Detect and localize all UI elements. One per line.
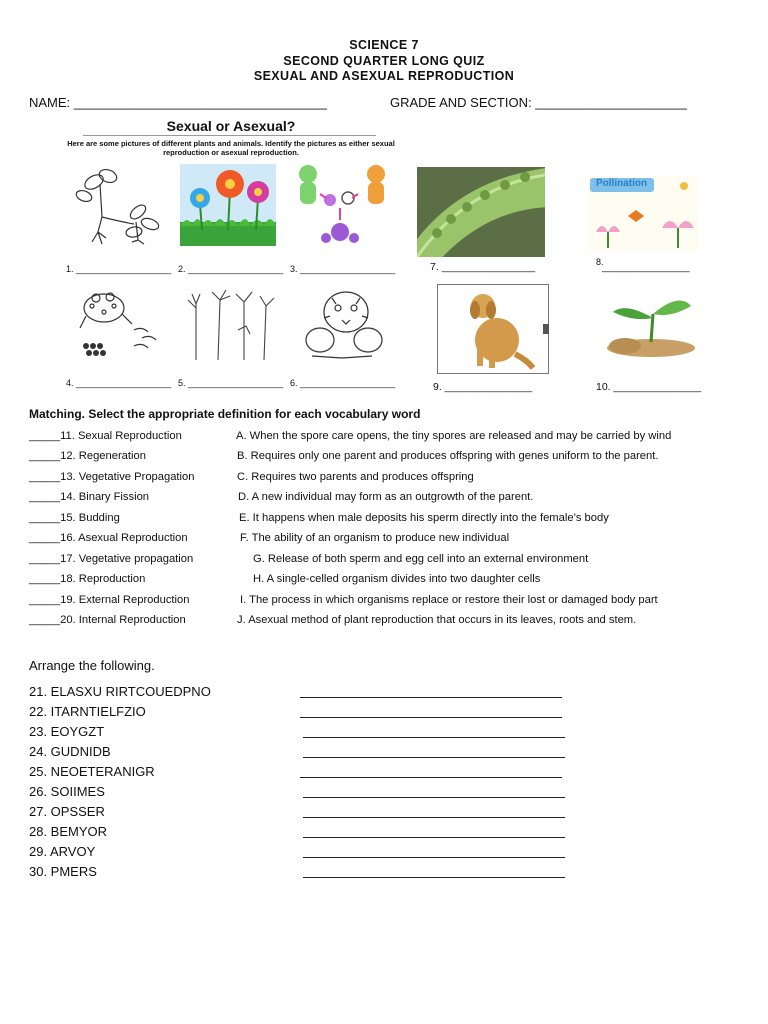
matching-term[interactable]: _____18. Reproduction: [29, 573, 146, 585]
grade-section-field[interactable]: GRADE AND SECTION: _____________________: [390, 95, 688, 110]
item-8-line[interactable]: _______________: [602, 261, 690, 273]
ginger-sprout-photo: [595, 292, 707, 364]
arrange-item: 21. ELASXU RIRTCOUEDPNO: [29, 684, 211, 699]
frog-life-cycle-drawing: [72, 284, 166, 368]
arrange-item: 28. BEMYOR: [29, 824, 108, 839]
name-field[interactable]: NAME: ___________________________________: [29, 95, 327, 110]
answer-line[interactable]: [300, 717, 562, 718]
matching-term[interactable]: _____13. Vegetative Propagation: [29, 471, 195, 483]
answer-line[interactable]: [303, 797, 565, 798]
item-10-line[interactable]: 10. _______________: [596, 381, 702, 393]
item-4-line[interactable]: 4. ___________________: [66, 378, 172, 388]
item-1-line[interactable]: 1. ___________________: [66, 264, 172, 274]
item-7-line[interactable]: 7. ________________: [430, 261, 536, 273]
matching-definition: D. A new individual may form as an outgrowth of the parent.: [238, 491, 534, 503]
tiger-family-drawing: [302, 286, 386, 366]
arrange-item: 24. GUDNIDB: [29, 744, 111, 759]
item-9-line[interactable]: 9. _______________: [433, 381, 533, 393]
dog-photo: [437, 284, 549, 374]
matching-definition: C. Requires two parents and produces offspring: [237, 471, 474, 483]
arrange-item: 30. PMERS: [29, 864, 97, 879]
arrange-item: 26. SOIIMES: [29, 784, 105, 799]
item-5-line[interactable]: 5. ___________________: [178, 378, 284, 388]
matching-term[interactable]: _____12. Regeneration: [29, 450, 146, 462]
matching-term[interactable]: _____14. Binary Fission: [29, 491, 150, 503]
answer-line[interactable]: [303, 857, 565, 858]
quiz-topic: SEXUAL AND ASEXUAL REPRODUCTION: [253, 69, 515, 83]
matching-term[interactable]: _____15. Budding: [29, 512, 120, 524]
matching-definition: E. It happens when male deposits his sperm directly into the female’s body: [239, 512, 609, 524]
answer-line[interactable]: [300, 777, 562, 778]
kalanchoe-leaf-photo: [417, 167, 545, 257]
matching-definition: F. The ability of an organism to produce new individual: [240, 532, 510, 544]
answer-line[interactable]: [300, 697, 562, 698]
quiz-subject: SCIENCE 7: [349, 38, 419, 52]
worksheet-instructions: Here are some pictures of different plants and animals. Identify the pictures as either sexual reproduction or asexual reproduction.: [67, 139, 395, 157]
arrange-item: 27. OPSSER: [29, 804, 105, 819]
arrange-item: 22. ITARNTIELFZIO: [29, 704, 146, 719]
plant-runner-drawing: [72, 162, 162, 252]
matching-term[interactable]: _____19. External Reproduction: [29, 594, 190, 606]
answer-line[interactable]: [303, 877, 565, 878]
arrange-item: 29. ARVOY: [29, 844, 96, 859]
item-3-line[interactable]: 3. ___________________: [290, 264, 396, 274]
answer-line[interactable]: [303, 817, 565, 818]
matching-definition: I. The process in which organisms replace or restore their lost or damaged body part: [240, 594, 658, 606]
matching-term[interactable]: _____11. Sexual Reproduction: [29, 430, 182, 442]
matching-definition: B. Requires only one parent and produces offspring with genes uniform to the parent.: [237, 450, 659, 462]
worksheet-image: [58, 114, 404, 396]
arrange-item: 25. NEOETERANIGR: [29, 764, 155, 779]
arrange-item: 23. EOYGZT: [29, 724, 105, 739]
pollination-label: Pollination: [596, 178, 648, 189]
fertilization-cartoon: [290, 162, 394, 254]
matching-definition: H. A single-celled organism divides into two daughter cells: [253, 573, 541, 585]
matching-definition: J. Asexual method of plant reproduction that occurs in its leaves, roots and stem.: [237, 614, 637, 626]
matching-term[interactable]: _____17. Vegetative propagation: [29, 553, 194, 565]
matching-term[interactable]: _____20. Internal Reproduction: [29, 614, 186, 626]
flowers-picture: [180, 164, 276, 246]
matching-definition: G. Release of both sperm and egg cell into an external environment: [253, 553, 589, 565]
quiz-title: SECOND QUARTER LONG QUIZ: [283, 54, 485, 68]
matching-definition: A. When the spore care opens, the tiny spores are released and may be carried by wind: [236, 430, 672, 442]
matching-term[interactable]: _____16. Asexual Reproduction: [29, 532, 188, 544]
trees-drawing: [182, 290, 278, 362]
worksheet-title: Sexual or Asexual?: [166, 118, 296, 134]
answer-line[interactable]: [303, 737, 565, 738]
matching-title: Matching. Select the appropriate definition for each vocabulary word: [29, 407, 421, 421]
answer-line[interactable]: [303, 837, 565, 838]
item-2-line[interactable]: 2. ___________________: [178, 264, 284, 274]
item-6-line[interactable]: 6. ___________________: [290, 378, 396, 388]
answer-line[interactable]: [303, 757, 565, 758]
item-8-number: 8.: [596, 257, 604, 267]
arrange-title: Arrange the following.: [29, 658, 155, 673]
